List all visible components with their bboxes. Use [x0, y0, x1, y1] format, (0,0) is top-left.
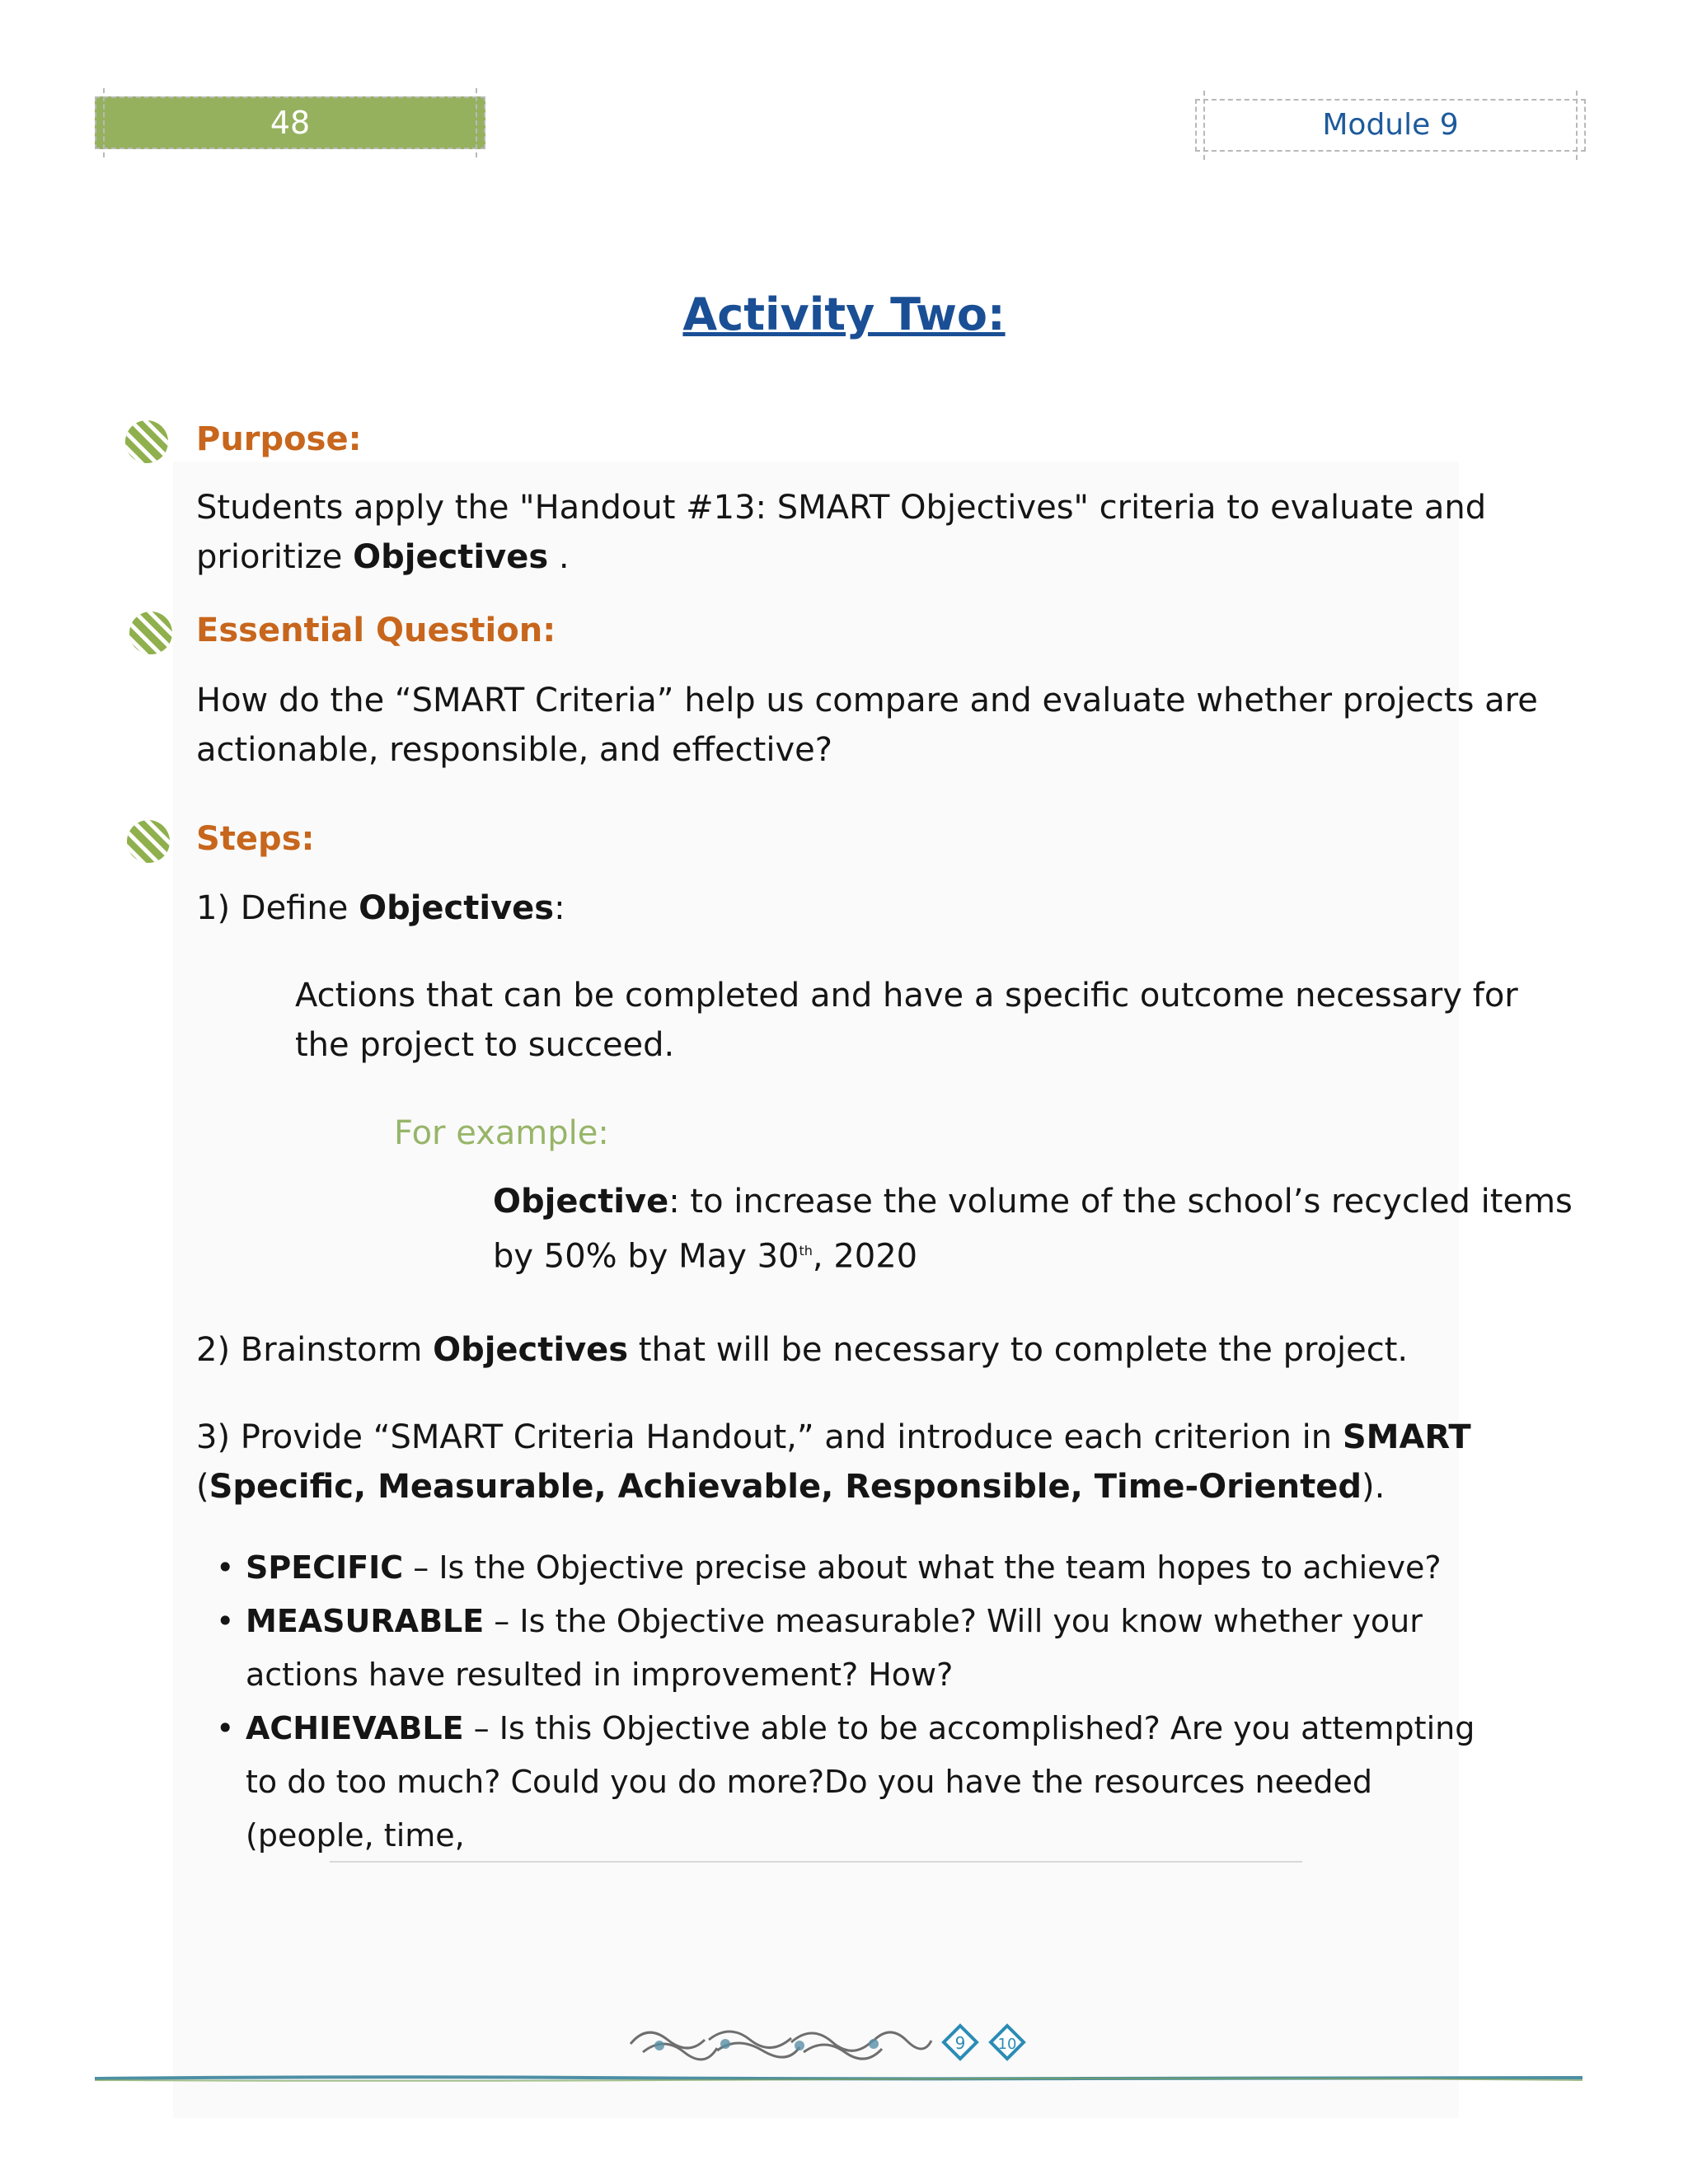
step-1: 1) Define Objectives: — [196, 889, 565, 927]
purpose-heading: Purpose: — [196, 420, 362, 458]
footer-rule — [95, 2073, 1582, 2084]
smart-criteria-list — [216, 1541, 1502, 1863]
example-objective-line-1: Objective: to increase the volume of the school’s recycled items — [493, 1183, 1573, 1221]
objective-definition-line-1: Actions that can be completed and have a specific outcome necessary for — [295, 977, 1518, 1015]
badge-9-icon — [944, 2026, 977, 2059]
objective-definition-line-2: the project to succeed. — [295, 1026, 675, 1064]
step-3-line-2: (Specific, Measurable, Achievable, Responsible, Time-Oriented). — [196, 1468, 1386, 1506]
page-number: 48 — [270, 105, 311, 141]
example-label: For example: — [394, 1114, 609, 1152]
purpose-text-line-1: Students apply the "Handout #13: SMART Objectives" criteria to evaluate and — [196, 489, 1487, 527]
striped-circle-icon — [125, 818, 171, 865]
content-divider — [330, 1861, 1302, 1863]
criterion-achievable: • ACHIEVABLE – Is this Objective able to be accomplished? Are you attempting to do too much? Could you do more?Do you have the resources needed (people, time, — [216, 1702, 1502, 1863]
essential-question-line-1: How do the “SMART Criteria” help us compare and evaluate whether projects are — [196, 682, 1538, 719]
module-label: Module 9 — [1322, 108, 1459, 142]
criterion-measurable: • MEASURABLE – Is the Objective measurable? Will you know whether your actions have resulted in improvement? How? — [216, 1595, 1502, 1702]
footer-logo — [626, 2011, 1030, 2069]
activity-title: Activity Two: — [682, 288, 1006, 340]
page-number-box — [95, 96, 485, 149]
svg-text:9: 9 — [954, 2033, 966, 2053]
module-label-box — [1195, 99, 1586, 152]
striped-circle-icon — [124, 419, 170, 465]
essential-question-heading: Essential Question: — [196, 612, 556, 649]
step-2: 2) Brainstorm Objectives that will be necessary to complete the project. — [196, 1331, 1409, 1369]
criterion-specific: • SPECIFIC – Is the Objective precise about what the team hopes to achieve? — [216, 1541, 1502, 1595]
steps-heading: Steps: — [196, 820, 315, 858]
essential-question-line-2: actionable, responsible, and effective? — [196, 731, 832, 769]
badge-10-icon — [991, 2026, 1024, 2059]
purpose-text-line-2: prioritize Objectives . — [196, 538, 570, 576]
example-objective-line-2: by 50% by May 30th, 2020 — [493, 1237, 918, 1276]
step-3-line-1: 3) Provide “SMART Criteria Handout,” and introduce each criterion in SMART — [196, 1418, 1471, 1456]
striped-circle-icon — [128, 610, 174, 656]
svg-text:10: 10 — [997, 2036, 1017, 2053]
